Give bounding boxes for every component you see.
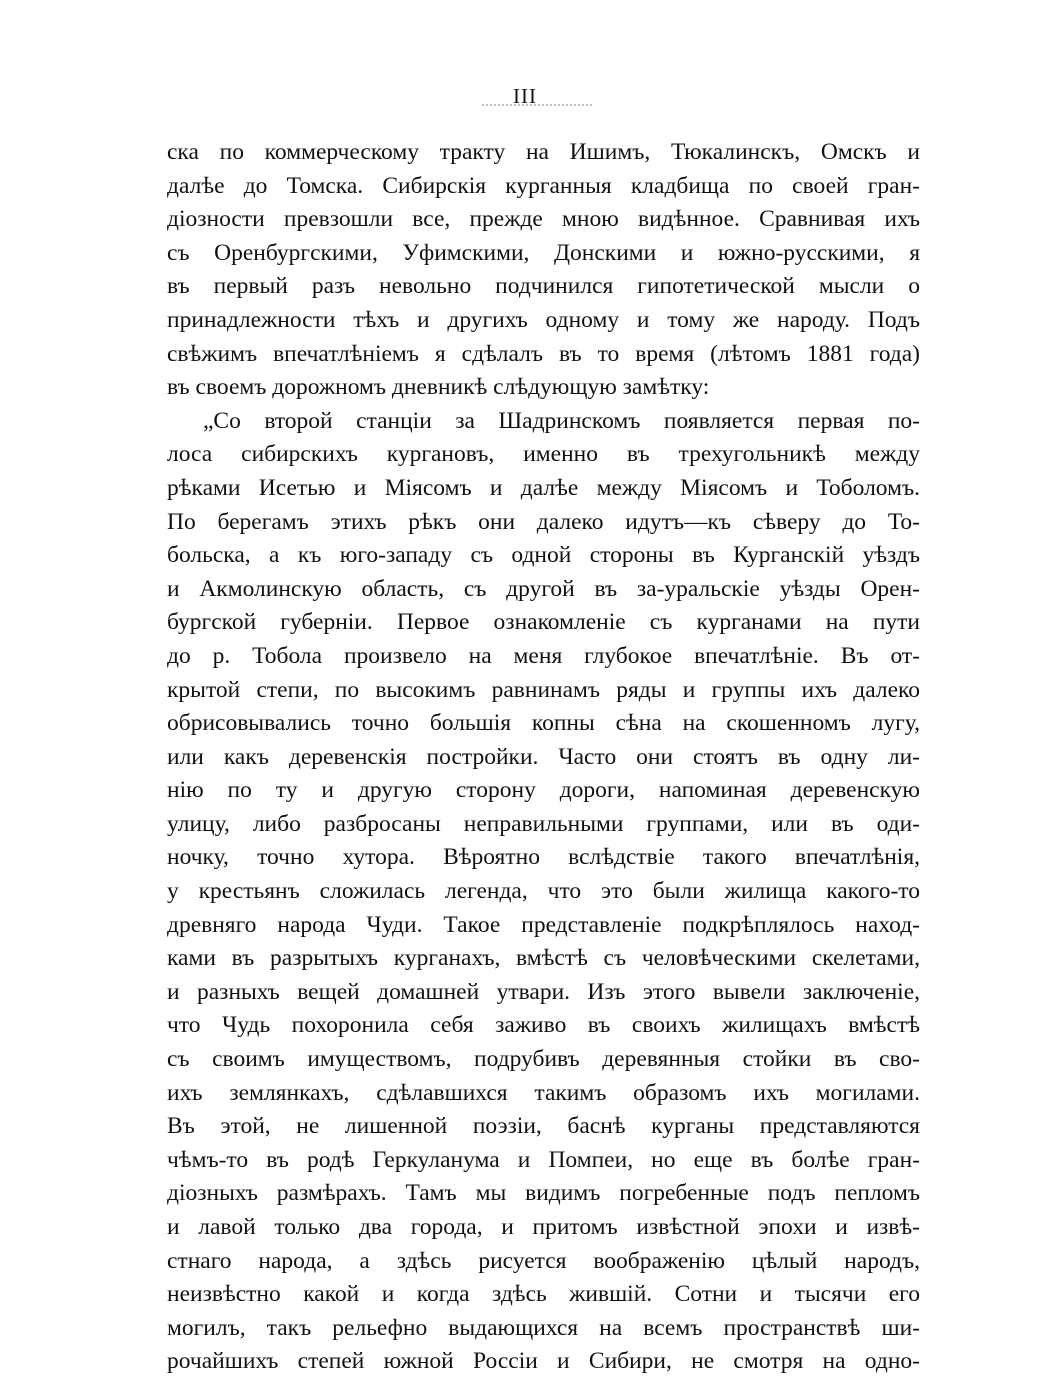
text-line: рѣками Исетью и Міясомъ и далѣе между Міясомъ и Тоболомъ. xyxy=(167,474,920,501)
text-line: крытой степи, по высокимъ равнинамъ ряды и группы ихъ далеко xyxy=(167,676,920,703)
text-line: и разныхъ вещей домашней утвари. Изъ этого вывели заключеніе, xyxy=(167,978,920,1005)
text-line: чѣмъ-то въ родѣ Геркуланума и Помпеи, но еще въ болѣе гран- xyxy=(167,1146,920,1173)
text-line: бургской губерніи. Первое ознакомленіе съ курганами на пути xyxy=(167,609,920,636)
text-line: у крестьянъ сложилась легенда, что это были жилища какого-то xyxy=(167,878,920,905)
text-line: рочайшихъ степей южной Россіи и Сибири, не смотря на одно- xyxy=(167,1348,920,1375)
text-line: діозности превзошли все, прежде мною видѣнное. Сравнивая ихъ xyxy=(167,206,920,233)
text-line: принадлежности тѣхъ и другихъ одному и тому же народу. Подъ xyxy=(167,306,920,333)
text-line: что Чудь похоронила себя заживо въ своихъ жилищахъ вмѣстѣ xyxy=(167,1012,920,1039)
text-line: ска по коммерческому тракту на Ишимъ, Тюкалинскъ, Омскъ и xyxy=(167,139,920,165)
text-line: По берегамъ этихъ рѣкъ они далеко идутъ—къ сѣверу до То- xyxy=(167,508,920,535)
body-text xyxy=(167,136,920,1379)
header-rule xyxy=(482,104,592,110)
text-line: до р. Тобола произвело на меня глубокое впечатлѣніе. Въ от- xyxy=(167,642,920,669)
text-line: съ своимъ имуществомъ, подрубивъ деревянныя стойки въ сво- xyxy=(167,1046,920,1073)
text-line: въ первый разъ невольно подчинился гипотетической мысли о xyxy=(167,273,920,300)
text-line: больска, а къ юго-западу съ одной стороны въ Курганскій уѣздъ xyxy=(167,542,920,569)
text-line: „Со второй станціи за Шадринскомъ появляется первая по- xyxy=(203,407,920,434)
text-line: и Акмолинскую область, съ другой въ за-уральскіе уѣзды Орен- xyxy=(167,575,920,602)
text-line: свѣжимъ впечатлѣніемъ я сдѣлалъ въ то время (лѣтомъ 1881 года) xyxy=(167,340,920,367)
text-line: съ Оренбургскими, Уфимскими, Донскими и южно-русскими, я xyxy=(167,239,920,266)
text-line: лоса сибирскихъ кургановъ, именно въ трехугольникѣ между xyxy=(167,441,920,468)
text-line: стнаго народа, а здѣсь рисуется воображенію цѣлый народъ, xyxy=(167,1247,920,1274)
text-line: улицу, либо разбросаны неправильными группами, или въ оди- xyxy=(167,810,920,837)
text-line: древняго народа Чуди. Такое представленіе подкрѣплялось наход- xyxy=(167,911,920,938)
page-number: III xyxy=(513,84,537,108)
text-line: обрисовывались точно большія копны сѣна на скошенномъ лугу, xyxy=(167,710,920,737)
text-line: или какъ деревенскія постройки. Часто они стоятъ въ одну ли- xyxy=(167,743,920,770)
text-line: діозныхъ размѣрахъ. Тамъ мы видимъ погребенные подъ пепломъ xyxy=(167,1180,920,1207)
text-line: и лавой только два города, и притомъ извѣстной эпохи и извѣ- xyxy=(167,1214,920,1240)
text-line: могилъ, такъ рельефно выдающихся на всемъ пространствѣ ши- xyxy=(167,1314,920,1341)
text-line: неизвѣстно какой и когда здѣсь жившій. Сотни и тысячи его xyxy=(167,1281,920,1308)
text-line: въ своемъ дорожномъ дневникѣ слѣдующую замѣтку: xyxy=(167,374,710,401)
text-line: Въ этой, не лишенной поэзіи, баснѣ курганы представляются xyxy=(167,1113,920,1140)
text-line: ихъ землянкахъ, сдѣлавшихся такимъ образомъ ихъ могилами. xyxy=(167,1079,920,1106)
text-line: ночку, точно хутора. Вѣроятно вслѣдствіе такого впечатлѣнія, xyxy=(167,844,920,871)
text-line: ками въ разрытыхъ курганахъ, вмѣстѣ съ человѣческими скелетами, xyxy=(167,945,920,972)
text-line: далѣе до Томска. Сибирскія курганныя кладбища по своей гран- xyxy=(167,172,920,199)
text-line: нію по ту и другую сторону дороги, напоминая деревенскую xyxy=(167,777,920,804)
